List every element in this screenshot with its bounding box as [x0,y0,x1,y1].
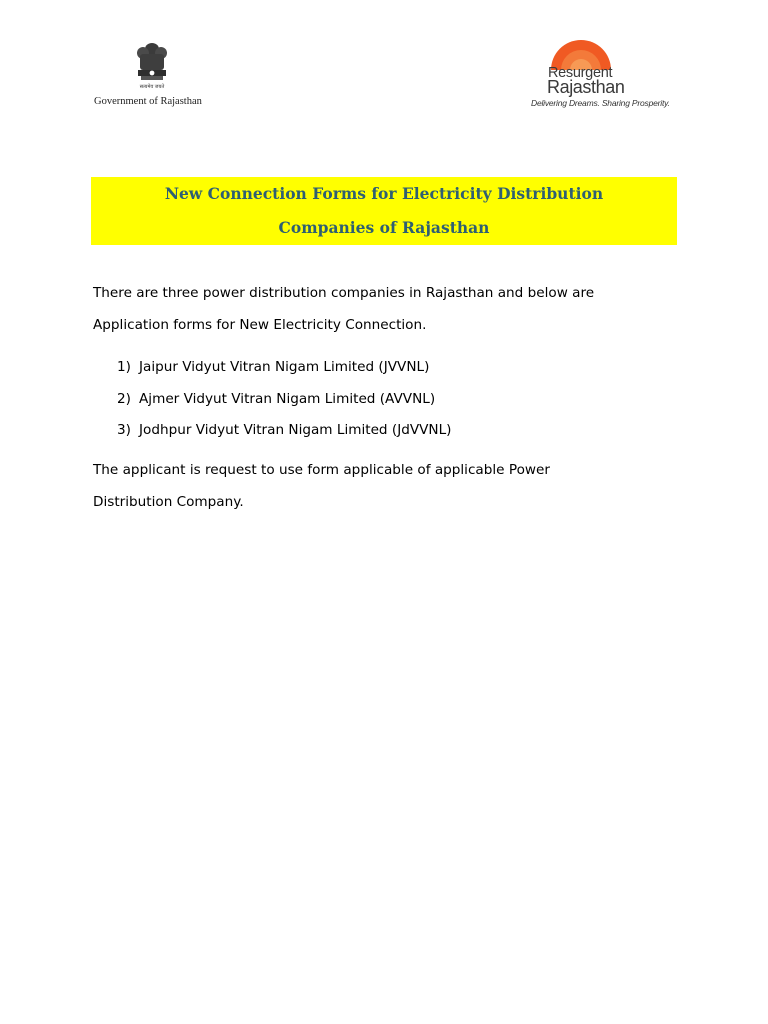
list-item [117,384,451,416]
company-list [117,352,451,447]
intro-paragraph [93,278,683,341]
rajasthan-text: Rajasthan [547,77,625,97]
list-item-number: 3) [117,422,131,438]
title-line-1: New Connection Forms for Electricity Distribution [164,184,604,203]
resurgent-text: Resurgent [548,65,613,81]
closing-line-2: Distribution Company. [93,493,244,510]
closing-line-1: The applicant is request to use form applicable of applicable Power [93,462,550,478]
list-item-number: 2) [117,390,131,407]
intro-line-2: Application forms for New Electricity Connection. [93,316,427,333]
resurgent-rajasthan-logo [526,40,670,112]
intro-line-1: There are three power distribution companies in Rajasthan and below are [93,285,595,301]
title-banner [91,177,677,245]
closing-paragraph [93,455,683,518]
list-item-number: 1) [117,359,131,375]
state-emblem-icon [132,40,172,92]
list-item-name: Jaipur Vidyut Vitran Nigam Limited (JVVNL) [139,359,430,375]
emblem-motto: सत्यमेव जयते [139,84,165,90]
logo-tagline: Delivering Dreams. Sharing Prosperity. [531,98,670,108]
list-item [117,415,451,447]
title-line-2: Companies of Rajasthan [278,218,490,237]
list-item-name: Ajmer Vidyut Vitran Nigam Limited (AVVNL) [139,390,436,407]
list-item-name: Jodhpur Vidyut Vitran Nigam Limited (JdVVNL) [139,422,452,438]
government-of-rajasthan-logo [90,40,220,112]
government-caption: Government of Rajasthan [94,96,202,107]
list-item [117,352,451,384]
